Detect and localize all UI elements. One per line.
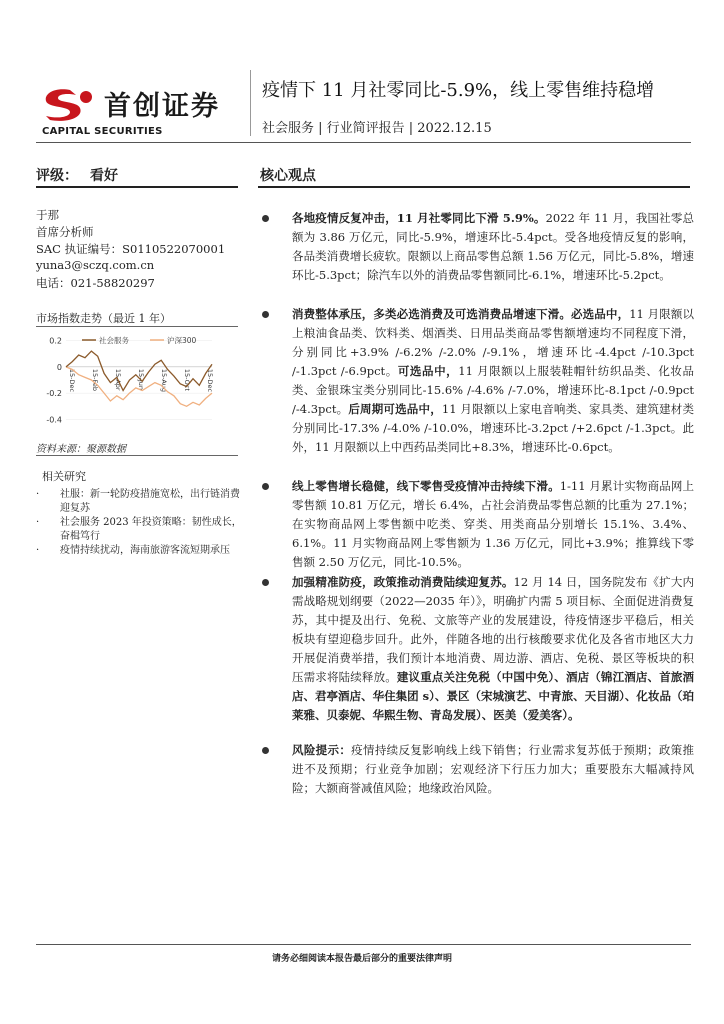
x-tick-label: 15-Jun [137, 368, 145, 390]
rating-rule [36, 186, 238, 188]
point-subheading: 可选品中， [397, 364, 459, 378]
point-text: 11 月限额以上服装鞋帽针纺织品类、化妆品类、金银珠宝类分别同比-15.6% /-4.6% /-7.0%，增速环比-8.1pct /-0.9pct /-4.3pct。 [292, 364, 694, 416]
point-heading: 风险提示： [292, 743, 352, 757]
analyst-role: 首席分析师 [36, 225, 94, 239]
bullet-icon: · [36, 545, 40, 556]
point-text: 疫情持续反复影响线上线下销售；行业需求复苏低于预期；政策推进不及预期；行业竞争加剧；宏观经济下行压力加大；重要股东大幅减持风险；大额商誉减值风险；地缘政治风险。 [292, 743, 695, 795]
brand-name-cn: 首创证券 [104, 91, 220, 122]
footer-rule [36, 944, 691, 945]
point-text: 11 月限额以上家电音响类、家具类、建筑建材类分别同比-17.3% /-4.0% /-10.0%，增速环比-3.2pct /+2.6pct /-1.3pct。此外，11 月限额以上中西药品类同比+8.3%，增速环比-0.6pct。 [292, 402, 694, 454]
x-tick-label: 15-Apr [114, 368, 122, 391]
point-text: 1-11 月累计实物商品网上零售额 10.81 万亿元，增长 6.4%，占社会消费品零售总额的比重为 27.1%；在实物商品网上零售额中吃类、穿类、用类商品分别增长 15.1%、3.4%、6.1%。11 月实物商品网上零售额为 1.36 万亿元，同比+3.9%；推算线下零售额 2.50 万亿元，同比-10.5%。 [292, 479, 694, 569]
rating [36, 165, 118, 185]
bullet-icon [262, 215, 269, 222]
x-tick-label: 15-Dec [68, 368, 76, 393]
related-item-text: 社服：新一轮防疫措施宽松，出行链消费迎复苏 [60, 489, 240, 514]
analyst-license: SAC 执证编号：S0110522070001 [36, 242, 226, 256]
bullet-icon: · [36, 517, 40, 528]
x-tick-label: 15-Dec [206, 368, 214, 393]
market-index-chart [36, 328, 240, 436]
y-tick-label: 0.2 [49, 336, 62, 346]
core-views-title: 核心观点 [260, 168, 316, 184]
related-research-title: 相关研究 [42, 470, 86, 483]
point-heading: 加强精准防疫，政策推动消费陆续迎复苏。 [292, 575, 514, 589]
legend-label: 社会服务 [99, 336, 129, 345]
y-tick-label: 0 [56, 362, 62, 372]
related-item-text: 社会服务 2023 年投资策略：韧性成长，奋楫笃行 [60, 517, 242, 542]
point-subheading: 后周期可选品中， [348, 402, 442, 416]
bullet-icon [262, 483, 269, 490]
y-tick-label: -0.2 [46, 389, 62, 399]
point-text: 2022 年 11 月，我国社零总额为 3.86 万亿元，同比-5.9%，增速环比-5.4pct。受各地疫情反复的影响，各品类消费增长疲软。限额以上商品零售总额 1.56 万亿元，同比-5.8%，增速环比-5.3pct；除汽车以外的消费品零售额同比-6.1%，增速环比-5.2pct。 [292, 211, 694, 282]
bullet-icon [262, 579, 269, 586]
legend-label: 沪深300 [167, 336, 197, 345]
header-divider [250, 70, 251, 136]
analyst-phone: 电话：021-58820297 [36, 276, 155, 290]
bullet-icon [262, 747, 269, 754]
rating-value: 看好 [90, 168, 118, 184]
brand-name-en: CAPITAL SECURITIES [42, 126, 163, 137]
core-views-rule [258, 186, 690, 188]
x-tick-label: 15-Feb [91, 368, 99, 391]
logo-icon [40, 86, 96, 122]
bullet-icon [262, 311, 269, 318]
x-tick-label: 15-Aug [160, 368, 168, 393]
analyst-name: 于那 [36, 208, 59, 222]
y-tick-label: -0.4 [46, 415, 62, 425]
point-recommendation: 建议重点关注免税（中国中免）、酒店（锦江酒店、首旅酒店、君亭酒店、华住集团 s）、景区（宋城演艺、中青旅、天目湖）、化妆品（珀莱雅、贝泰妮、华熙生物、青岛发展）、医美（爱美客）。 [292, 670, 694, 722]
report-meta: 社会服务 | 行业简评报告 | 2022.12.15 [262, 121, 492, 136]
point-heading: 各地疫情反复冲击，11 月社零同比下滑 5.9%。 [292, 211, 546, 225]
legal-disclaimer[interactable]: 请务必细阅读本报告最后部分的重要法律声明 [271, 954, 452, 964]
rating-label: 评级： [36, 168, 78, 184]
report-title: 疫情下 11 月社零同比-5.9%，线上零售维持稳增 [262, 80, 655, 101]
point-heading: 消费整体承压，多类必选消费及可选消费品增速下滑。必选品中， [292, 307, 630, 321]
chart-source-rule [36, 455, 238, 456]
related-item-text: 疫情持续扰动，海南旅游客流短期承压 [60, 545, 230, 556]
bullet-icon: · [36, 489, 40, 500]
point-text: 12 月 14 日，国务院发布《扩大内需战略规划纲要（2022—2035 年）》，明确扩内需 5 项目标、全面促进消费复苏，其中提及出行、免税、文旅等产业的发展建设，待疫情逐步平稳后，相关板块有望迎稳步回升。此外，伴随各地的出行核酸要求优化及各省市地区大力开展促消费举措，我们预计本地消费、周边游、酒店、免税、景区等板块的积压需求将陆续释放。 [292, 575, 694, 684]
analyst-email[interactable]: yuna3@sczq.com.cn [36, 258, 155, 272]
point-heading: 线上零售增长稳健，线下零售受疫情冲击持续下滑。 [292, 479, 560, 493]
chart-title: 市场指数走势（最近 1 年） [36, 312, 171, 325]
chart-title-rule [36, 326, 238, 327]
x-tick-label: 15-Oct [183, 368, 191, 391]
header-rule [36, 142, 691, 143]
point-text: 11 月限额以上粮油食品类、饮料类、烟酒类、日用品类商品零售额增速均不同程度下滑，分别同比+3.9% /-6.2% /-2.0% /-9.1%，增速环比-4.4pct /-10.3pct /-1.3pct /-6.9pct。 [292, 307, 695, 378]
chart-source: 资料来源：聚源数据 [36, 444, 126, 455]
